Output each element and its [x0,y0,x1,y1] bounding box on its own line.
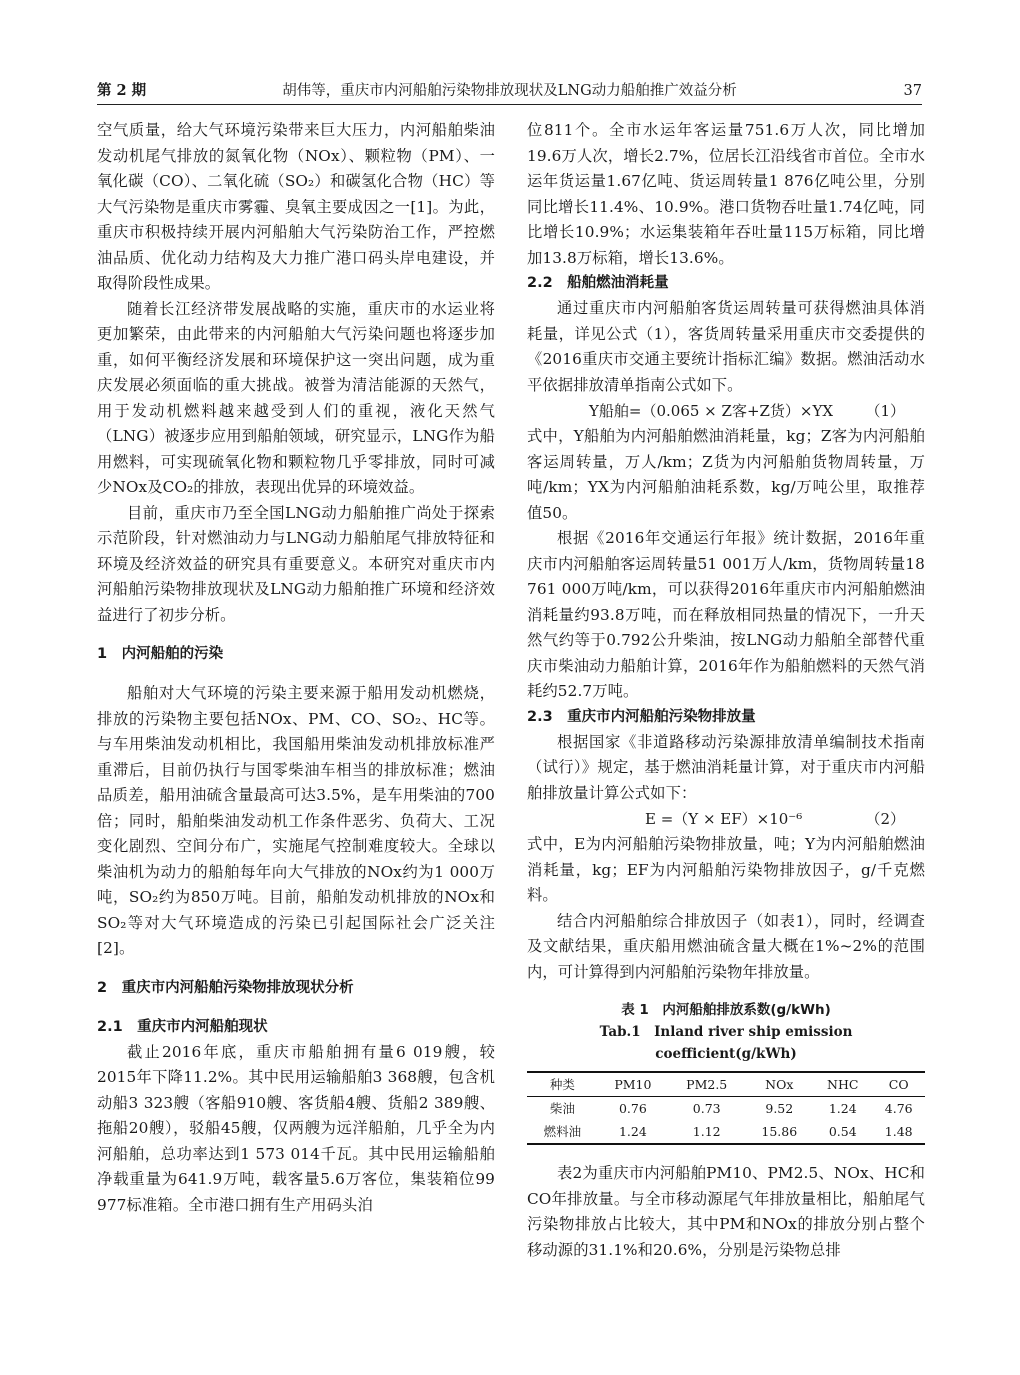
formula-number: （2） [865,810,905,828]
left-column [97,118,495,1218]
table-cell: 燃料油 [543,1124,582,1139]
table-cell: 1.24 [828,1101,857,1116]
running-title: 胡伟等，重庆市内河船舶污染物排放现状及LNG动力船舶推广效益分析 [282,83,737,99]
table-cell: 1.24 [618,1124,647,1139]
paragraph: 根据国家《非道路移动污染源排放清单编制技术指南（试行）》规定，基于燃油消耗量计算，对于重庆市内河船舶排放量计算公式如下： [527,732,925,802]
section-heading: 2 重庆市内河船舶污染物排放现状分析 [97,979,354,996]
table-cell: 0.73 [692,1101,721,1116]
formula-1 [527,398,925,424]
table-row [527,1120,925,1144]
running-header [97,80,922,104]
table-cell: 柴油 [549,1101,575,1116]
table-header-cell: 种类 [549,1077,575,1092]
table-cell: 0.76 [618,1101,647,1116]
table-header-cell: NOx [765,1077,794,1092]
section-heading: 1 内河船舶的污染 [97,646,224,662]
paragraph: 根据《2016年交通运行年报》统计数据，2016年重庆市内河船舶客运周转量51 001万人/km，货物周转量18 761 000万吨/km，可以获得2016年重庆市内河船舶燃油消耗量约93.8万吨，而在释放相同热量的情况下，一升天然气约等于0.792公升柴油，按LNG动力船舶全部替代重庆市柴油动力船舶计算，2016年作为船舶燃料的天然气消耗约52.7万吨。 [527,529,925,700]
right-column [527,118,925,1263]
paragraph: 船舶对大气环境的污染主要来源于船用发动机燃烧，排放的污染物主要包括NOx、PM、CO、SO₂、HC等。与车用柴油发动机相比，我国船用柴油发动机排放标准严重滞后，目前仍执行与国零柴油车相当的排放标准；燃油品质差，船用油硫含量最高可达3.5%，是车用柴油的700倍；同时，船舶柴油发动机工作条件恶劣、负荷大、工况变化剧烈、空间分布广，实施尾气控制难度较大。全球以柴油机为动力的船舶每年向大气排放的NOx约为1 000万吨，SO₂约为850万吨。目前，船舶发动机排放的NOx和SO₂等对大气环境造成的污染已引起国际社会广泛关注[2]。 [97,684,495,957]
paragraph: 空气质量，给大气环境污染带来巨大压力，内河船舶柴油发动机尾气排放的氮氧化物（NOx）、颗粒物（PM）、一氧化碳（CO）、二氧化硫（SO₂）和碳氢化合物（HC）等大气污染物是重庆市雾霾、臭氧主要成因之一[1]。为此，重庆市积极持续开展内河船舶大气污染防治工作，严控燃油品质、优化动力结构及大力推广港口码头岸电建设，并取得阶段性成果。 [97,121,495,292]
emission-coefficient-table [527,1071,925,1145]
paragraph: 截止2016年底，重庆市船舶拥有量6 019艘，较2015年下降11.2%。其中民用运输船舶3 368艘，包含机动船3 323艘（客船910艘、客货船4艘、货船2 389艘、拖船20艘），驳船45艘，仅两艘为远洋船舶，几乎全为内河船舶，总功率达到1 573 014千瓦。其中民用运输船舶净载重量为641.9万吨，载客量5.6万客位，集装箱位99 977标准箱。全市港口拥有生产用码头泊 [97,1042,495,1214]
table-header-cell: PM2.5 [686,1077,728,1092]
formula-expression: Y船舶=（0.065 × Z客+Z货）×YX [589,402,834,420]
paragraph: 表2为重庆市内河船舶PM10、PM2.5、NOx、HC和CO年排放量。与全市移动源尾气年排放量相比，船舶尾气污染物排放占比较大，其中PM和NOx的排放分别占整个移动源的31.1%和20.6%，分别是污染物总排 [527,1164,925,1259]
table-cell: 4.76 [884,1101,913,1116]
table-header-cell: PM10 [614,1077,652,1092]
table-cell: 1.48 [884,1124,913,1139]
subsection-heading: 2.3 重庆市内河船舶污染物排放量 [527,708,756,725]
header-rule [97,104,922,105]
formula-number: （1） [865,402,905,420]
subsection-heading: 2.2 船舶燃油消耗量 [527,275,669,291]
paragraph: 结合内河船舶综合排放因子（如表1），同时，经调查及文献结果，重庆船用燃油硫含量大概在1%~2%的范围内，可计算得到内河船舶污染物年排放量。 [527,911,925,981]
table-caption-en: Tab.1 Inland river ship emission coefficient(g/kWh) [599,1024,853,1062]
subsection-heading: 2.1 重庆市内河船舶现状 [97,1018,268,1035]
table-cell: 9.52 [765,1101,794,1116]
table-cell: 15.86 [761,1124,798,1139]
paragraph: 式中，E为内河船舶污染物排放量，吨；Y为内河船舶燃油消耗量，kg；EF为内河船舶污染物排放因子，g/千克燃料。 [527,835,925,904]
table-caption-cn: 表 1 内河船舶排放系数(g/kWh) [621,1002,831,1018]
table-header-cell: NHC [827,1077,859,1092]
paragraph: 式中，Y船舶为内河船舶燃油消耗量，kg；Z客为内河船舶客运周转量，万人/km；Z货为内河船舶货物周转量，万吨/km；YX为内河船舶油耗系数，kg/万吨公里，取推荐值50。 [527,427,925,522]
table-cell: 0.54 [828,1124,857,1139]
paragraph: 随着长江经济带发展战略的实施，重庆市的水运业将更加繁荣，由此带来的内河船舶大气污染问题也将逐步加重，如何平衡经济发展和环境保护这一突出问题，成为重庆发展必须面临的重大挑战。被誉为清洁能源的天然气，用于发动机燃料越来越受到人们的重视，液化天然气（LNG）被逐步应用到船舶领域，研究显示，LNG作为船用燃料，可实现硫氧化物和颗粒物几乎零排放，同时可减少NOx及CO₂的排放，表现出优异的环境效益。 [97,299,495,496]
table-header-cell: CO [888,1077,909,1092]
table-cell: 1.12 [692,1124,721,1139]
paragraph: 通过重庆市内河船舶客货运周转量可获得燃油具体消耗量，详见公式（1），客货周转量采用重庆市交委提供的《2016重庆市交通主要统计指标汇编》数据。燃油活动水平依据排放清单指南公式如下。 [527,299,925,394]
table-row [527,1097,925,1121]
formula-2 [527,806,925,832]
issue-number: 第 2 期 [97,82,147,99]
paragraph: 位811个。全市水运年客运量751.6万人次，同比增加19.6万人次，增长2.7%，位居长江沿线省市首位。全市水运年货运量1.67亿吨、货运周转量1 876亿吨公里，分别同比增长11.4%、10.9%。港口货物吞吐量1.74亿吨，同比增长10.9%；水运集装箱年吞吐量115万标箱，同比增加13.8万标箱，增长13.6%。 [527,121,925,267]
paragraph: 目前，重庆市乃至全国LNG动力船舶推广尚处于探索示范阶段，针对燃油动力与LNG动力船舶尾气排放特征和环境及经济效益的研究具有重要意义。本研究对重庆市内河船舶污染物排放现状及LNG动力船舶推广环境和经济效益进行了初步分析。 [97,503,495,624]
formula-expression: E =（Y × EF）×10⁻⁶ [645,810,803,828]
page-number: 37 [903,83,922,99]
table-header-row [527,1072,925,1097]
